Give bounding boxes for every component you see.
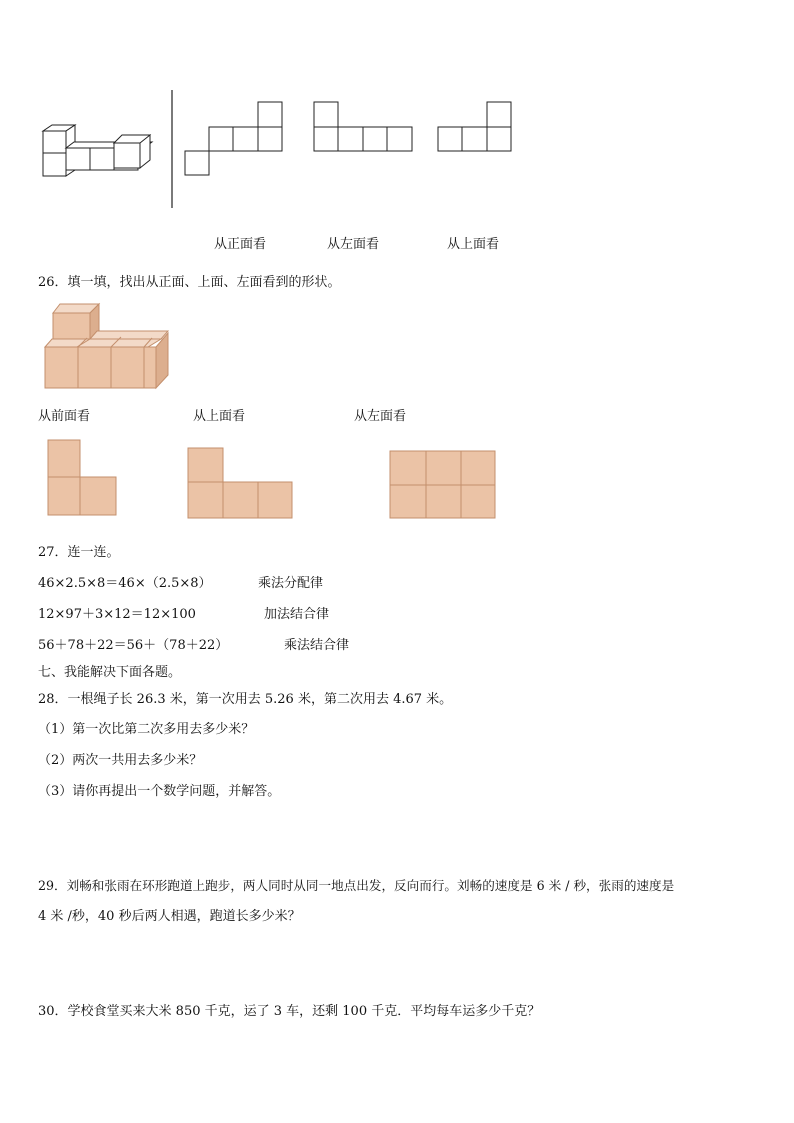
q26-label-front: 从前面看 <box>38 409 91 424</box>
q26-title: 26．填一填，找出从正面、上面、左面看到的形状。 <box>38 275 341 290</box>
q27-right-3: 乘法结合律 <box>284 638 350 653</box>
q26-front-shape <box>48 440 116 515</box>
front-view-grid <box>185 102 282 175</box>
q26-top-shape <box>188 448 292 518</box>
q27-right-2: 加法结合律 <box>264 607 330 622</box>
q28-part-1: （1）第一次比第二次多用去多少米？ <box>38 722 255 737</box>
q27-right-1: 乘法分配律 <box>258 576 324 591</box>
view-label-left: 从左面看 <box>327 237 380 252</box>
wireframe-cube-group <box>43 125 152 176</box>
left-view-grid <box>314 102 412 151</box>
q29-line2: 4 米 /秒，40 秒后两人相遇，跑道长多少米？ <box>38 909 301 924</box>
q27-title: 27．连一连。 <box>38 545 120 560</box>
q26-left-shape <box>390 451 495 518</box>
q28-part-2: （2）两次一共用去多少米？ <box>38 753 203 768</box>
view-label-front: 从正面看 <box>214 237 267 252</box>
view-label-top: 从上面看 <box>447 237 500 252</box>
q30-title: 30．学校食堂买来大米 850 千克，运了 3 车，还剩 100 千克．平均每车运多少千克？ <box>38 1004 541 1019</box>
q26-3d-cubes <box>0 295 200 395</box>
q28-title: 28．一根绳子长 26.3 米，第一次用去 5.26 米，第二次用去 4.67 米。 <box>38 692 453 707</box>
q27-left-2: 12×97＋3×12＝12×100 <box>38 607 196 622</box>
q26-label-left: 从左面看 <box>354 409 407 424</box>
cube-arrangement-figure <box>0 0 794 230</box>
top-view-grid <box>438 102 511 151</box>
q27-left-1: 46×2.5×8＝46×（2.5×8） <box>38 576 212 591</box>
section7-title: 七、我能解决下面各题。 <box>38 665 182 680</box>
q29-line1: 29．刘畅和张雨在环形跑道上跑步，两人同时从同一地点出发，反向而行。刘畅的速度是 6 米 / 秒，张雨的速度是 <box>38 878 675 893</box>
q26-label-top: 从上面看 <box>193 409 246 424</box>
q26-view-shapes <box>0 430 794 530</box>
q27-left-3: 56＋78＋22＝56＋（78＋22） <box>38 638 229 653</box>
q28-part-3: （3）请你再提出一个数学问题，并解答。 <box>38 784 281 799</box>
